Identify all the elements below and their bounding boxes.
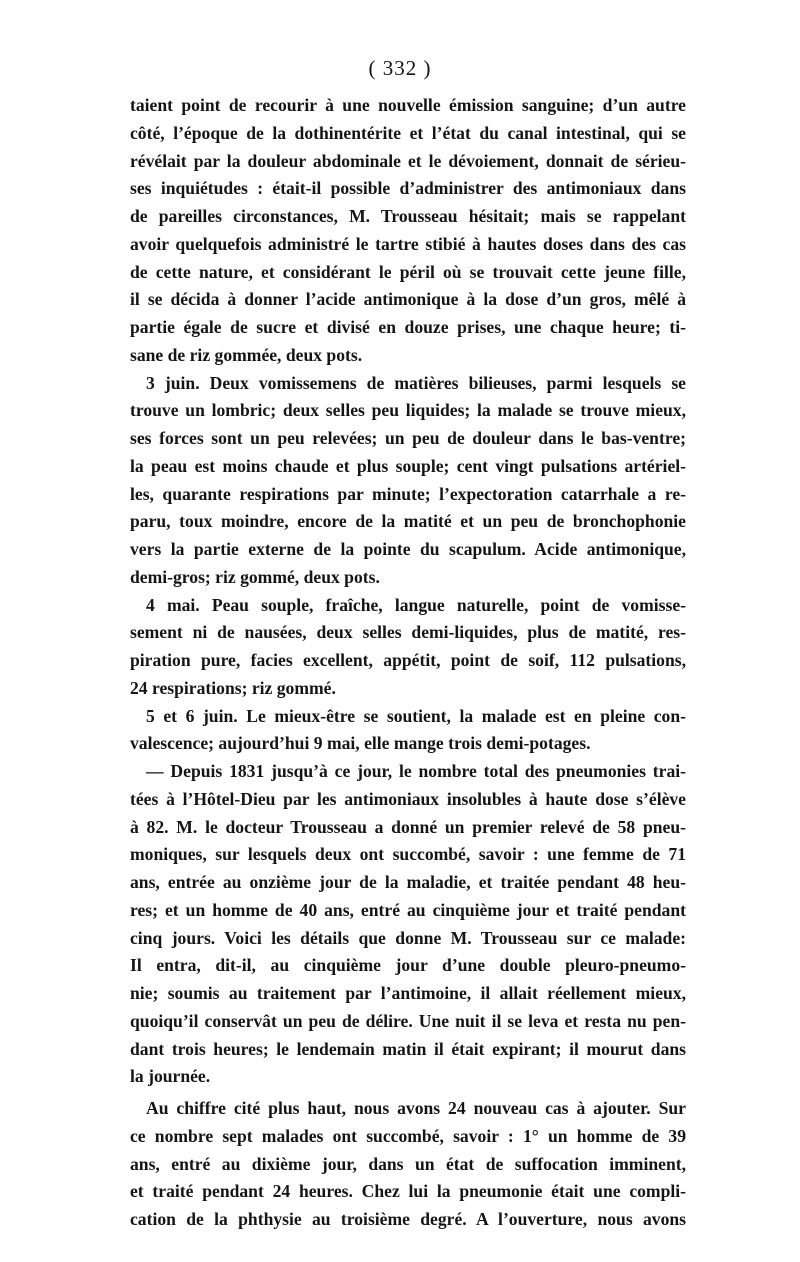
- text-line: trouve un lombric; deux selles peu liquides; la malade se trouve mieux,: [130, 400, 686, 421]
- text-line: la peau est moins chaude et plus souple; cent vingt pulsations artériel-: [130, 455, 686, 476]
- text-line: de cette nature, et considérant le péril où se trouvait cette jeune fille,: [130, 261, 686, 282]
- text-line: 5 et 6 juin. Le mieux-être se soutient, la malade est en pleine con-: [146, 705, 686, 726]
- text-line: taient point de recourir à une nouvelle émission sanguine; d’un autre: [130, 95, 686, 115]
- text-line: avoir quelquefois administré le tartre stibié à hautes doses dans des cas: [130, 233, 686, 254]
- text-line: ses forces sont un peu relevées; un peu de douleur dans le bas-ventre;: [130, 428, 686, 448]
- text-line: 24 respirations; riz gommé.: [130, 677, 336, 698]
- text-line: ans, entrée au onzième jour de la maladie, et traitée pendant 48 heu-: [130, 872, 686, 892]
- text-line: dant trois heures; le lendemain matin il était expirant; il mourut dans: [130, 1038, 686, 1059]
- text-line: sane de riz gommée, deux pots.: [130, 344, 363, 365]
- text-line: la journée.: [130, 1066, 211, 1087]
- text-line: et traité pendant 24 heures. Chez lui la pneumonie était une compli-: [130, 1181, 686, 1202]
- page-number: ( 332 ): [368, 56, 432, 80]
- text-line: piration pure, facies excellent, appétit, point de soif, 112 pulsations,: [130, 650, 686, 670]
- text-line: tées à l’Hôtel-Dieu par les antimoniaux insolubles à haute dose s’élève: [130, 788, 686, 809]
- text-line: paru, toux moindre, encore de la matité et un peu de bronchophonie: [130, 511, 686, 532]
- text-line: sement ni de nausées, deux selles demi-liquides, plus de matité, res-: [130, 622, 686, 643]
- text-line: valescence; aujourd’hui 9 mai, elle mange trois demi-potages.: [130, 733, 591, 754]
- text-line: les, quarante respirations par minute; l’expectoration catarrhale a re-: [130, 483, 686, 504]
- text-line: Au chiffre cité plus haut, nous avons 24 nouveau cas à ajouter. Sur: [146, 1098, 686, 1118]
- text-line: de pareilles circonstances, M. Trousseau hésitait; mais se rappelant: [130, 206, 686, 226]
- text-line: moniques, sur lesquels deux ont succombé, savoir : une femme de 71: [130, 844, 686, 865]
- text-line: res; et un homme de 40 ans, entré au cinquième jour et traité pendant: [130, 899, 686, 920]
- text-line: partie égale de sucre et divisé en douze prises, une chaque heure; ti-: [130, 317, 686, 337]
- body-text: [130, 92, 686, 1234]
- text-line: révélait par la douleur abdominale et le dévoiement, donnait de sérieu-: [130, 150, 686, 171]
- text-line: cinq jours. Voici les détails que donne M. Trousseau sur ce malade:: [130, 927, 686, 948]
- text-line: — Depuis 1831 jusqu’à ce jour, le nombre total des pneumonies trai-: [146, 761, 686, 781]
- text-line: à 82. M. le docteur Trousseau a donné un premier relevé de 58 pneu-: [130, 816, 686, 837]
- text-line: 3 juin. Deux vomissemens de matières bilieuses, parmi lesquels se: [146, 372, 686, 393]
- text-line: il se décida à donner l’acide antimonique à la dose d’un gros, mêlé à: [130, 289, 686, 310]
- text-line: 4 mai. Peau souple, fraîche, langue naturelle, point de vomisse-: [146, 594, 686, 615]
- text-line: ses inquiétudes : était-il possible d’administrer des antimoniaux dans: [130, 178, 686, 199]
- text-line: ans, entré au dixième jour, dans un état de suffocation imminent,: [130, 1153, 686, 1174]
- text-line: côté, l’époque de la dothinentérite et l’état du canal intestinal, qui se: [130, 122, 686, 143]
- text-line: nie; soumis au traitement par l’antimoine, il allait réellement mieux,: [130, 983, 686, 1003]
- text-line: Il entra, dit-il, au cinquième jour d’une double pleuro-pneumo-: [130, 955, 686, 976]
- text-line: cation de la phthysie au troisième degré. A l’ouverture, nous avons: [130, 1209, 686, 1229]
- text-line: demi-gros; riz gommé, deux pots.: [130, 566, 380, 587]
- text-line: quoiqu’il conservât un peu de délire. Une nuit il se leva et resta nu pen-: [130, 1010, 686, 1031]
- text-line: ce nombre sept malades ont succombé, savoir : 1° un homme de 39: [130, 1125, 686, 1146]
- text-line: vers la partie externe de la pointe du scapulum. Acide antimonique,: [130, 539, 686, 559]
